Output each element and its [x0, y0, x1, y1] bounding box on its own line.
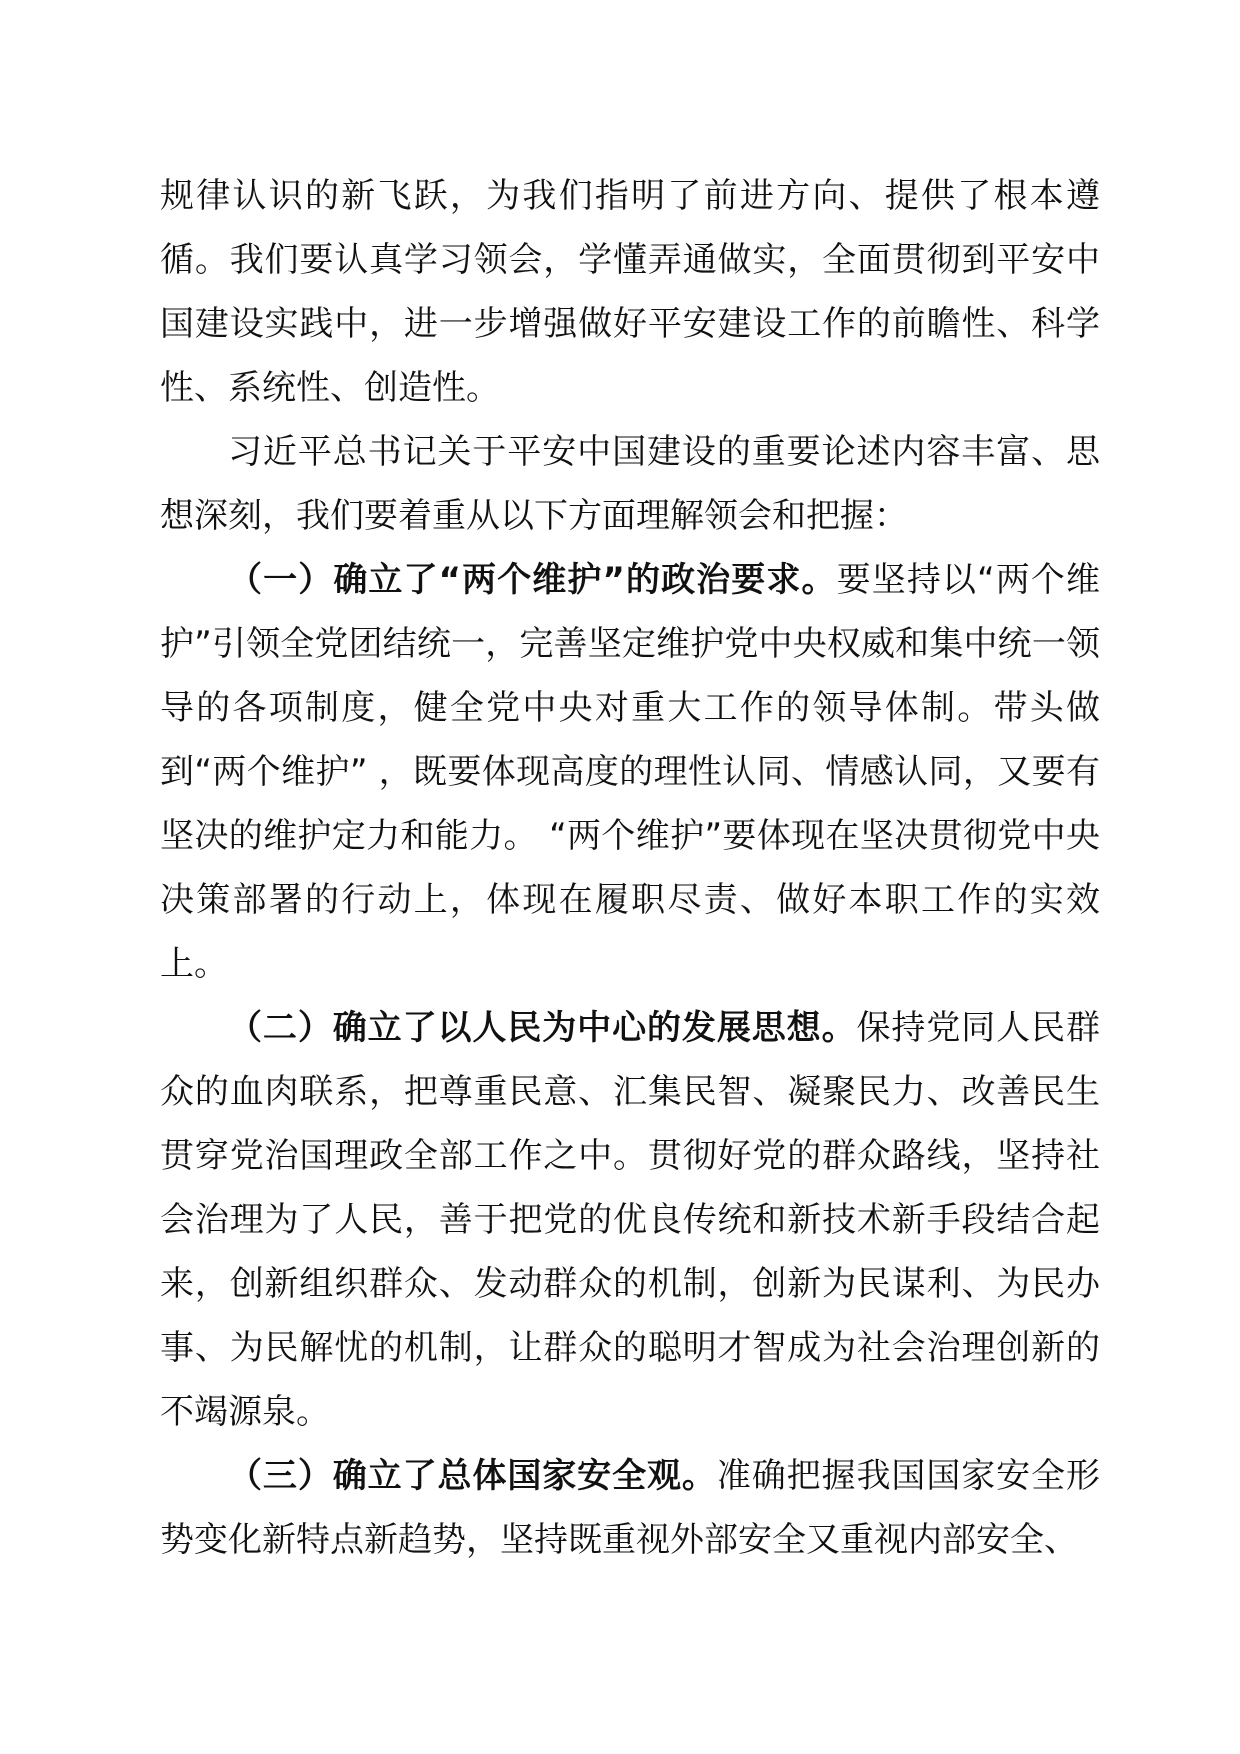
section-heading: （三）确立了总体国家安全观。 — [228, 1456, 717, 1496]
paragraph-section-1 — [160, 548, 1100, 996]
paragraph-section-2 — [160, 996, 1100, 1444]
paragraph-text: 习近平总书记关于平安中国建设的重要论述内容丰富、思想深刻，我们要着重从以下方面理解领会和把握： — [160, 432, 1100, 536]
paragraph-section-3 — [160, 1444, 1100, 1572]
paragraph-text: 保持党同人民群众的血肉联系，把尊重民意、汇集民智、凝聚民力、改善民生贯穿党治国理政全部工作之中。贯彻好党的群众路线，坚持社会治理为了人民，善于把党的优良传统和新技术新手段结合起来，创新组织群众、发动群众的机制，创新为民谋利、为民办事、为民解忧的机制，让群众的聪明才智成为社会治理创新的不竭源泉。 — [160, 1008, 1100, 1432]
section-heading: （二）确立了以人民为中心的发展思想。 — [228, 1008, 857, 1048]
paragraph-text: 准确把握我国国家安全形势变化新特点新趋势，坚持既重视外部安全又重视内部安全、 — [160, 1456, 1101, 1560]
paragraph-text: 要坚持以“两个维护”引领全党团结统一，完善坚定维护党中央权威和集中统一领导的各项制度，健全党中央对重大工作的领导体制。带头做到“两个维护” ，既要体现高度的理性认同、情感认同，又要有坚决的维护定力和能力。 “两个维护”要体现在坚决贯彻党中央决策部署的行动上，体现在履职尽责、做好本职工作的实效上。 — [160, 560, 1100, 984]
document-body — [160, 164, 1100, 1572]
section-heading: （一）确立了“两个维护”的政治要求。 — [228, 560, 837, 600]
paragraph-intro — [160, 420, 1100, 548]
paragraph-continuation — [160, 164, 1100, 420]
paragraph-text: 规律认识的新飞跃，为我们指明了前进方向、提供了根本遵循。我们要认真学习领会，学懂弄通做实，全面贯彻到平安中国建设实践中，进一步增强做好平安建设工作的前瞻性、科学性、系统性、创造性。 — [160, 176, 1100, 408]
